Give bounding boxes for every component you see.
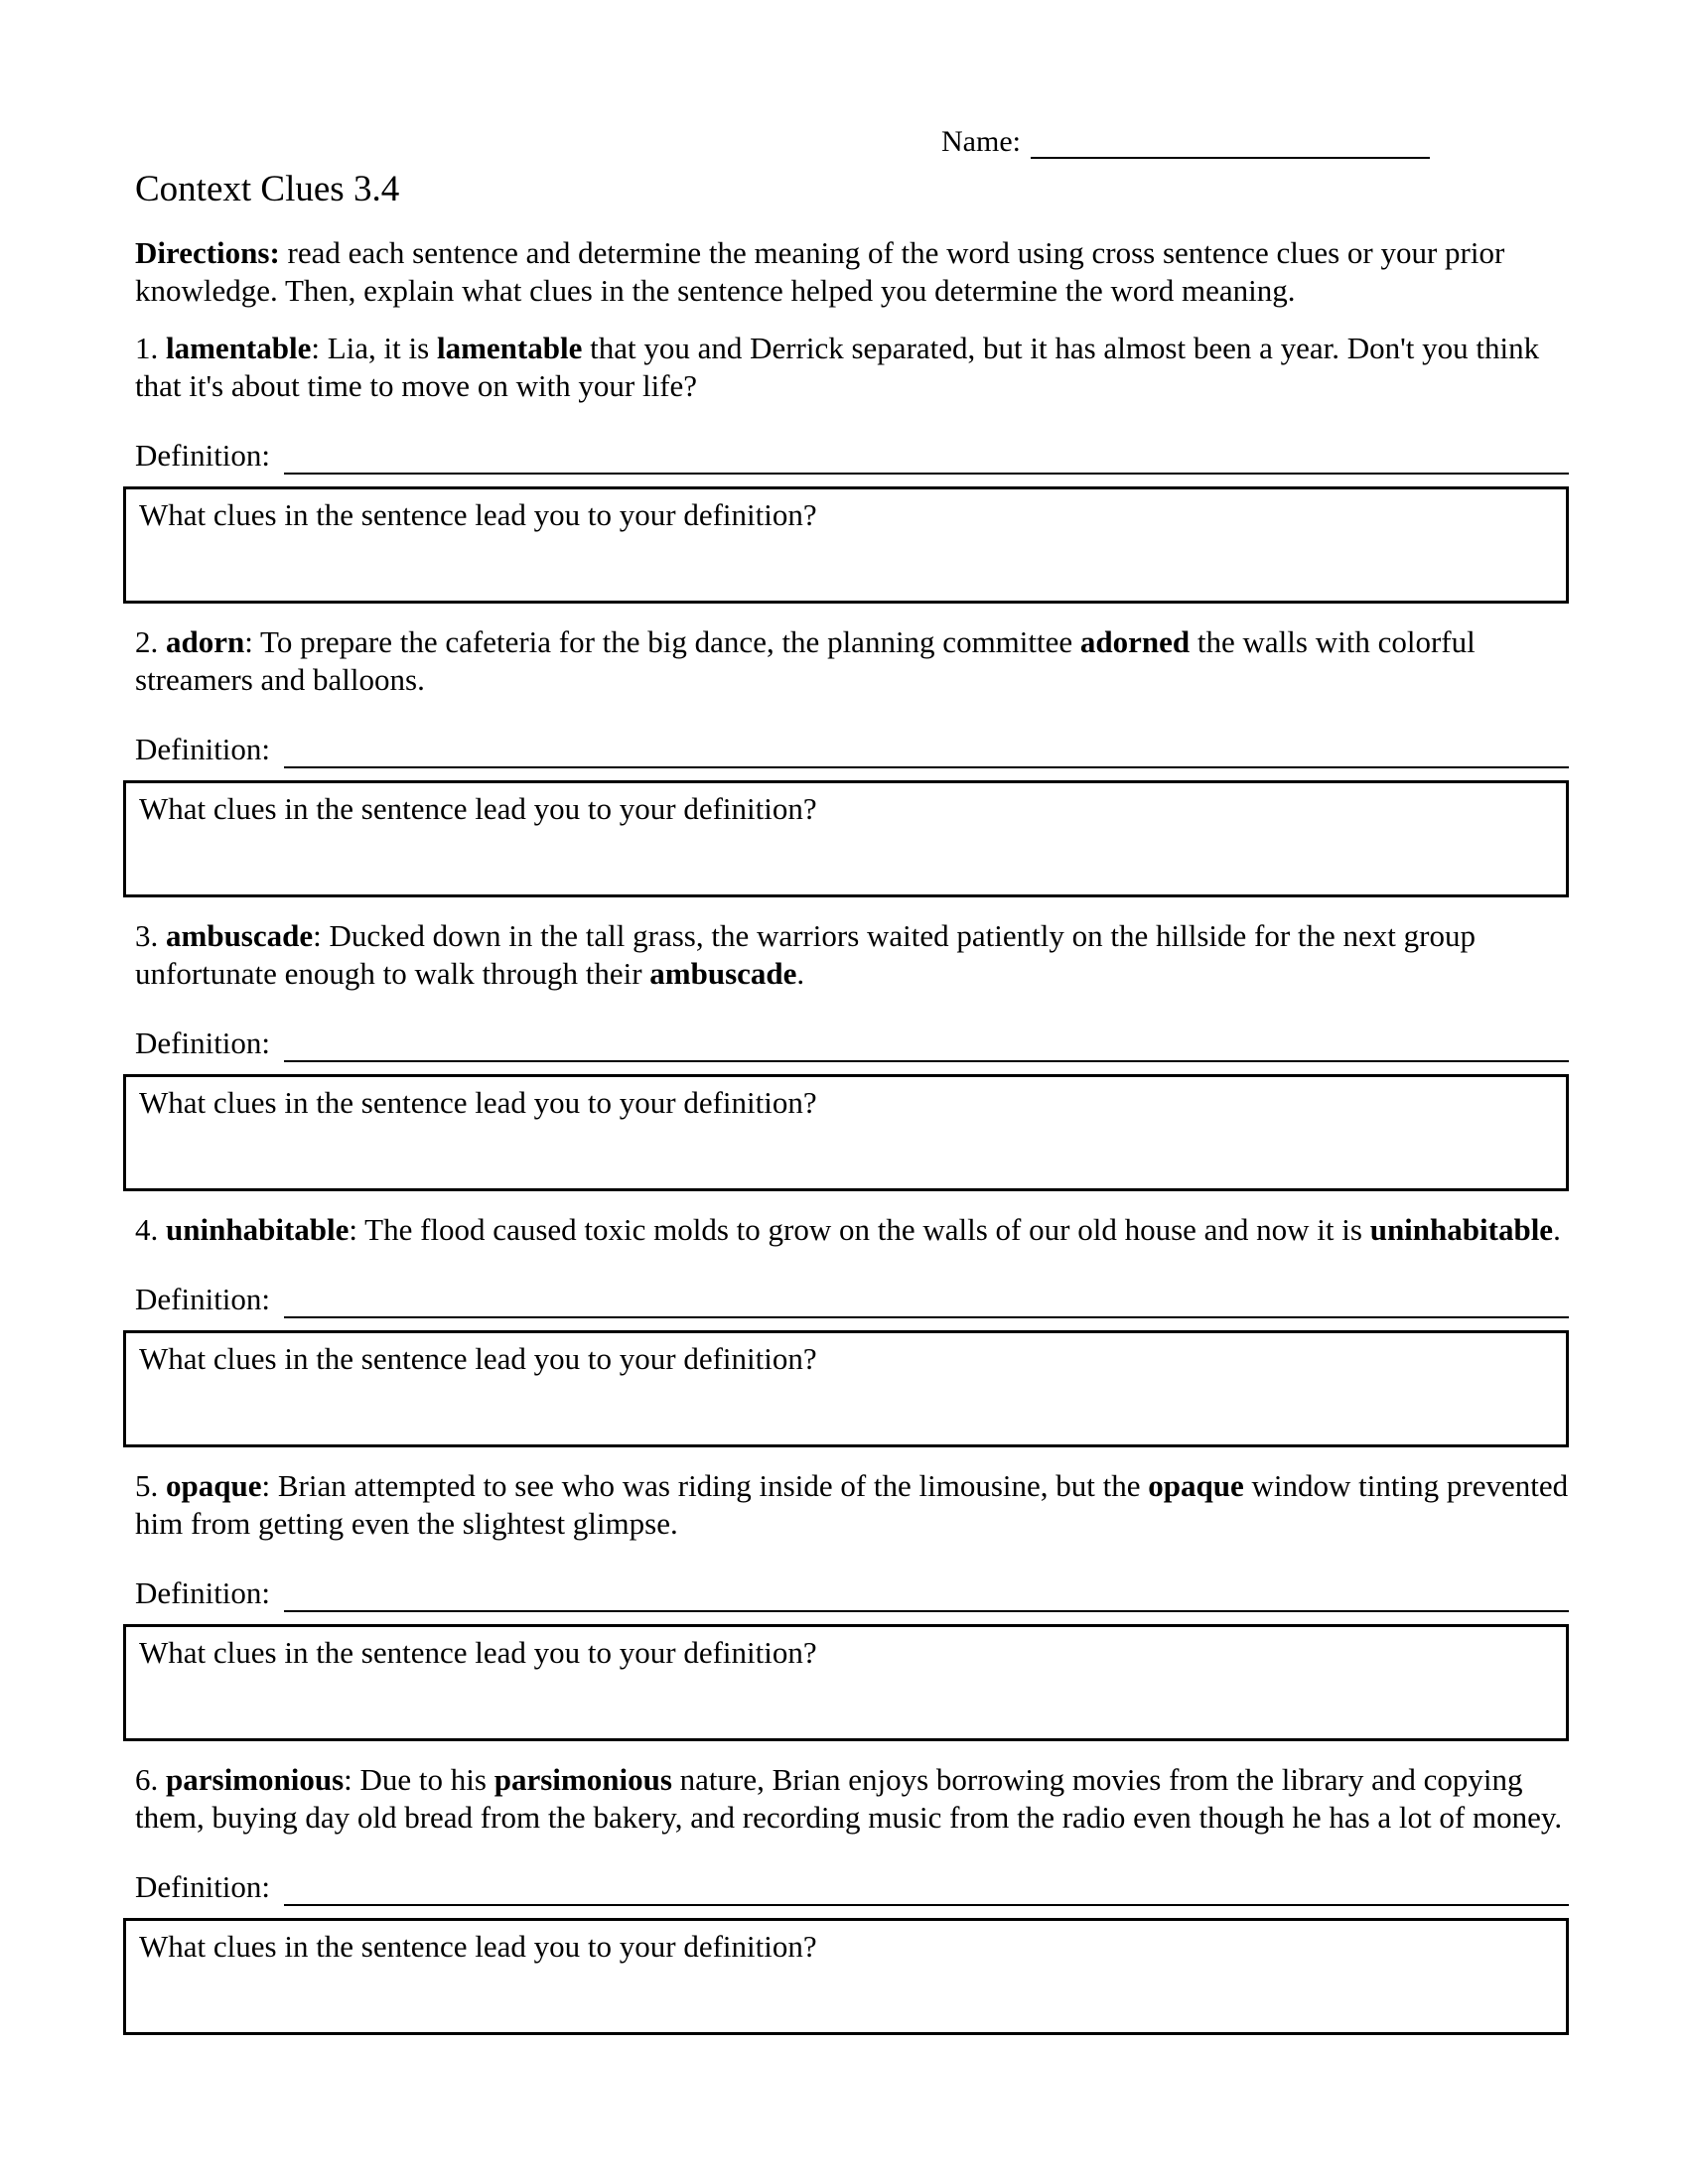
clues-box xyxy=(123,1330,1569,1447)
question-text: : Ducked down in the tall grass, the warriors waited patiently on the hillside for the next group unfortunate enough to walk through their xyxy=(135,918,1476,991)
directions-label: Directions: xyxy=(135,235,280,270)
definition-row xyxy=(135,437,1569,475)
definition-row xyxy=(135,1868,1569,1906)
questions xyxy=(123,330,1569,2035)
question-sentence xyxy=(135,1467,1569,1543)
definition-label: Definition: xyxy=(135,1869,271,1904)
question-block xyxy=(123,917,1569,1191)
clues-prompt: What clues in the sentence lead you to your definition? xyxy=(139,497,817,532)
directions-text: read each sentence and determine the meaning of the word using cross sentence clues or your prior knowledge. Then, explain what clues in the sentence helped you determine the word meaning. xyxy=(135,235,1505,308)
question-block xyxy=(123,623,1569,897)
definition-row xyxy=(135,1024,1569,1062)
clues-box xyxy=(123,1074,1569,1191)
question-word: adorn xyxy=(166,624,245,659)
definition-label: Definition: xyxy=(135,732,271,766)
definition-blank-line xyxy=(284,1580,1569,1612)
definition-blank-line xyxy=(284,1287,1569,1318)
question-text: 3. xyxy=(135,918,166,953)
definition-row xyxy=(135,1281,1569,1318)
question-sentence xyxy=(135,330,1569,405)
directions xyxy=(135,234,1569,310)
question-text: : Brian attempted to see who was riding inside of the limousine, but the xyxy=(261,1468,1149,1503)
question-block xyxy=(123,330,1569,604)
question-text: window tinting prevented him from getting even the slightest glimpse. xyxy=(135,1468,1569,1541)
definition-blank-line xyxy=(284,443,1569,475)
question-word: uninhabitable xyxy=(166,1212,350,1247)
clues-prompt: What clues in the sentence lead you to your definition? xyxy=(139,1085,817,1120)
definition-row xyxy=(135,1574,1569,1612)
clues-box xyxy=(123,1918,1569,2035)
clues-prompt: What clues in the sentence lead you to your definition? xyxy=(139,1929,817,1964)
clues-box xyxy=(123,486,1569,604)
page-title: Context Clues 3.4 xyxy=(135,169,400,209)
clues-prompt: What clues in the sentence lead you to your definition? xyxy=(139,791,817,826)
question-text: . xyxy=(1553,1212,1561,1247)
question-text: 5. xyxy=(135,1468,166,1503)
question-text: : Lia, it is xyxy=(311,331,437,365)
question-word: ambuscade xyxy=(166,918,314,953)
question-text: that you and Derrick separated, but it has almost been a year. Don't you think that it's about time to move on with your life? xyxy=(135,331,1540,403)
question-text: 6. xyxy=(135,1762,166,1797)
question-text: : The flood caused toxic molds to grow on the walls of our old house and now it is xyxy=(349,1212,1370,1247)
question-text: . xyxy=(796,956,805,991)
question-word: lamentable xyxy=(436,331,583,365)
question-sentence xyxy=(135,623,1569,699)
question-text: 4. xyxy=(135,1212,166,1247)
question-word: adorned xyxy=(1079,624,1191,659)
question-word: ambuscade xyxy=(649,956,797,991)
question-text: nature, Brian enjoys borrowing movies from the library and copying them, buying day old bread from the bakery, and recording music from the radio even though he has a lot of money. xyxy=(135,1762,1563,1835)
question-block xyxy=(123,1211,1569,1447)
question-text: the walls with colorful streamers and balloons. xyxy=(135,624,1476,697)
name-row xyxy=(941,125,1569,159)
question-word: opaque xyxy=(1148,1468,1244,1503)
name-blank-line xyxy=(1031,129,1430,159)
question-text: 1. xyxy=(135,331,166,365)
definition-blank-line xyxy=(284,737,1569,768)
question-block xyxy=(123,1467,1569,1741)
definition-label: Definition: xyxy=(135,1025,271,1060)
definition-label: Definition: xyxy=(135,438,271,473)
question-word: uninhabitable xyxy=(1369,1212,1554,1247)
question-word: opaque xyxy=(166,1468,262,1503)
name-label: Name: xyxy=(941,125,1021,158)
question-word: parsimonious xyxy=(493,1762,672,1797)
clues-prompt: What clues in the sentence lead you to your definition? xyxy=(139,1635,817,1670)
clues-box xyxy=(123,780,1569,897)
question-word: lamentable xyxy=(166,331,312,365)
question-sentence xyxy=(135,1211,1569,1249)
definition-label: Definition: xyxy=(135,1575,271,1610)
definition-label: Definition: xyxy=(135,1282,271,1316)
question-sentence xyxy=(135,917,1569,993)
definition-row xyxy=(135,731,1569,768)
definition-blank-line xyxy=(284,1030,1569,1062)
question-block xyxy=(123,1761,1569,2035)
clues-box xyxy=(123,1624,1569,1741)
question-text: : To prepare the cafeteria for the big dance, the planning committee xyxy=(244,624,1080,659)
definition-blank-line xyxy=(284,1874,1569,1906)
question-text: 2. xyxy=(135,624,166,659)
question-sentence xyxy=(135,1761,1569,1837)
clues-prompt: What clues in the sentence lead you to your definition? xyxy=(139,1341,817,1376)
question-word: parsimonious xyxy=(166,1762,345,1797)
question-text: : Due to his xyxy=(344,1762,494,1797)
